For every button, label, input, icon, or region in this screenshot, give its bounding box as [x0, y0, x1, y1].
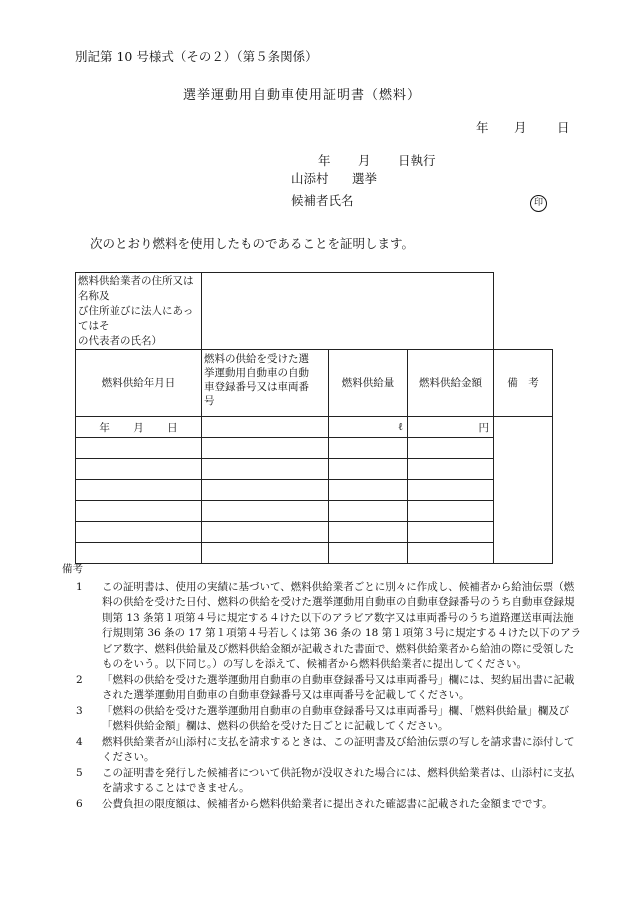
price-cell[interactable] — [408, 438, 494, 459]
page-title: 選挙運動用自動車使用証明書（燃料） — [183, 88, 422, 103]
date-month: 月 — [514, 120, 527, 135]
date-cell[interactable] — [76, 438, 202, 459]
amount-cell[interactable] — [329, 480, 408, 501]
date-cell-year: 年 — [99, 421, 110, 434]
vehicle-cell[interactable] — [202, 438, 329, 459]
certify-text: 次のとおり燃料を使用したものであることを証明します。 — [90, 236, 415, 251]
date-year: 年 — [476, 120, 489, 135]
header-amount: 燃料供給量 — [329, 350, 408, 417]
date-cell[interactable] — [76, 501, 202, 522]
table-row — [76, 522, 553, 543]
note-number: 5 — [76, 766, 83, 779]
price-cell[interactable] — [408, 522, 494, 543]
note-item — [62, 797, 582, 813]
supplier-value-cell[interactable] — [202, 273, 494, 350]
seal-mark — [530, 190, 547, 212]
amount-cell[interactable] — [329, 438, 408, 459]
header-remarks: 備 考 — [494, 350, 553, 417]
vehicle-cell[interactable] — [202, 480, 329, 501]
note-item — [62, 766, 582, 797]
date-cell[interactable] — [76, 459, 202, 480]
note-number: 2 — [76, 673, 83, 686]
liter-unit: ℓ — [397, 421, 403, 433]
note-text: この証明書を発行した候補者について供託物が没収された場合には、燃料供給業者は、山添村に支払を請求することはできません。 — [102, 766, 575, 794]
amount-cell[interactable] — [329, 417, 408, 438]
price-cell[interactable] — [408, 480, 494, 501]
amount-cell[interactable] — [329, 459, 408, 480]
supplier-label-line: の代表者の氏名） — [78, 335, 162, 347]
amount-cell[interactable] — [329, 543, 408, 564]
vehicle-cell[interactable] — [202, 543, 329, 564]
amount-cell[interactable] — [329, 501, 408, 522]
exec-month: 月 — [358, 153, 371, 168]
notes-heading: 備考 — [62, 563, 83, 575]
supplier-label-line: び住所並びに法人にあってはそ — [78, 305, 194, 332]
note-item — [62, 673, 582, 704]
election-label: 選挙 — [352, 171, 378, 186]
table-row — [76, 480, 553, 501]
header-price: 燃料供給金額 — [408, 350, 494, 417]
supplier-blank — [494, 273, 553, 350]
yen-unit: 円 — [478, 421, 490, 434]
header-vehicle-line: 挙運動用自動車の自動 — [204, 367, 309, 379]
amount-cell[interactable] — [329, 522, 408, 543]
remarks-cell[interactable] — [494, 417, 553, 564]
table-row — [76, 501, 553, 522]
form-id: 別記第 10 号様式（その２）（第５条関係） — [75, 49, 318, 64]
note-text: 「燃料の供給を受けた選挙運動用自動車の自動車登録番号又は車両番号」欄、「燃料供給量」欄及び「燃料供給金額」欄は、燃料の供給を受けた日ごとに記載してください。 — [102, 704, 570, 732]
note-text: 「燃料の供給を受けた選挙運動用自動車の自動車登録番号又は車両番号」欄には、契約届出書に記載された選挙運動用自動車の自動車登録番号又は車両番号を記載してください。 — [102, 673, 575, 701]
date-cell[interactable] — [76, 417, 202, 438]
price-cell[interactable] — [408, 459, 494, 480]
price-cell[interactable] — [408, 501, 494, 522]
note-number: 6 — [76, 797, 83, 810]
date-cell-month: 月 — [133, 421, 144, 434]
price-cell[interactable] — [408, 543, 494, 564]
date-day: 日 — [557, 120, 570, 135]
note-number: 4 — [76, 735, 83, 748]
note-number: 1 — [76, 580, 83, 593]
note-number: 3 — [76, 704, 83, 717]
notes-section — [62, 562, 582, 812]
exec-day: 日執行 — [398, 153, 436, 168]
fuel-table — [75, 272, 553, 564]
date-cell[interactable] — [76, 480, 202, 501]
header-vehicle-line: 号 — [204, 395, 215, 407]
header-vehicle-line: 燃料の供給を受けた選 — [204, 353, 309, 365]
date-cell[interactable] — [76, 522, 202, 543]
table-row — [76, 543, 553, 564]
table-row — [76, 459, 553, 480]
vehicle-cell[interactable] — [202, 522, 329, 543]
exec-year: 年 — [318, 153, 331, 168]
note-text: 燃料供給業者が山添村に支払を請求するときは、この証明書及び給油伝票の写しを請求書に添付してください。 — [102, 735, 575, 763]
table-row — [76, 417, 553, 438]
note-text: 公費負担の限度額は、候補者から燃料供給業者に提出された確認書に記載された金額までです。 — [102, 797, 553, 810]
vehicle-cell[interactable] — [202, 417, 329, 438]
date-cell-day: 日 — [167, 421, 178, 434]
note-item — [62, 704, 582, 735]
vehicle-cell[interactable] — [202, 459, 329, 480]
note-item — [62, 735, 582, 766]
candidate-name-label: 候補者氏名 — [291, 193, 354, 208]
note-text: この証明書は、使用の実績に基づいて、燃料供給業者ごとに別々に作成し、候補者から給油伝票（燃料の供給を受けた日付、燃料の供給を受けた選挙運動用自動車の自動車登録番号のうち自動車登録規則第 13 条第１項第４号に規定する４けた以下のアラビア数字又は車両番号のうち道路運送車両法施行規則第 36 条の 17 第１項第４号若しくは第 36 条の 18 第１項第３号に規定する４けた以下のアラビア数字、燃料供給量及び燃料供給金額が記載された書面で、燃料供給業者から給油の際に受領したものをいう。以下同じ。）の写しを添えて、候補者から燃料供給業者に提出してください。 — [102, 580, 582, 670]
date-cell[interactable] — [76, 543, 202, 564]
price-cell[interactable] — [408, 417, 494, 438]
header-vehicle — [202, 350, 329, 417]
vehicle-cell[interactable] — [202, 501, 329, 522]
header-date: 燃料供給年月日 — [76, 350, 202, 417]
village-name: 山添村 — [291, 171, 329, 186]
note-item — [62, 580, 582, 673]
seal-glyph: 印 — [530, 195, 547, 212]
supplier-label-line: 燃料供給業者の住所又は名称及 — [78, 275, 194, 302]
header-vehicle-line: 車登録番号又は車両番 — [204, 381, 309, 393]
supplier-label-cell — [76, 273, 202, 350]
table-row — [76, 438, 553, 459]
